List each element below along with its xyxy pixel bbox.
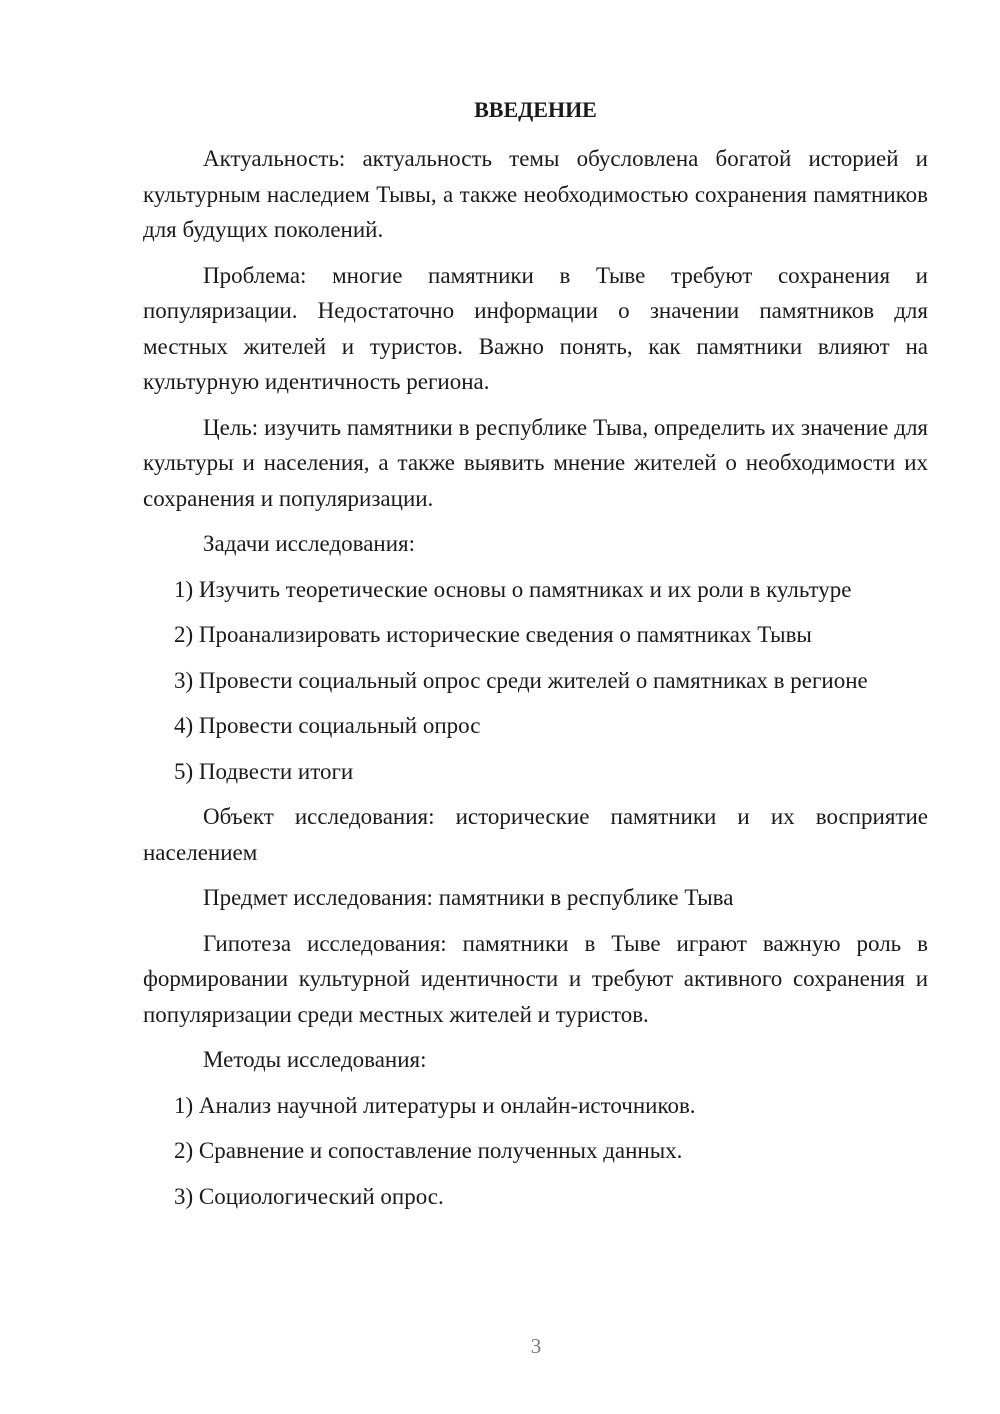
task-item: 3) Провести социальный опрос среди жителей о памятниках в регионе — [174, 667, 868, 693]
method-item: 1) Анализ научной литературы и онлайн-источников. — [174, 1092, 696, 1118]
problem-paragraph: Проблема: многие памятники в Тыве требуют сохранения и популяризации. Недостаточно информации о значении памятников для местных жителей и туристов. Важно понять, как памятники влияют на культурную идентичность региона. — [143, 262, 928, 394]
hypothesis-paragraph: Гипотеза исследования: памятники в Тыве играют важную роль в формировании культурной идентичности и требуют активного сохранения и популяризации среди местных жителей и туристов. — [143, 930, 928, 1027]
task-item: 1) Изучить теоретические основы о памятниках и их роли в культуре — [174, 576, 852, 602]
tasks-heading: Задачи исследования: — [203, 531, 416, 556]
document-title: ВВЕДЕНИЕ — [474, 97, 597, 122]
subject-paragraph: Предмет исследования: памятники в республике Тыва — [203, 885, 734, 910]
method-item: 3) Социологический опрос. — [174, 1183, 444, 1209]
task-item: 2) Проанализировать исторические сведения о памятниках Тывы — [174, 622, 812, 647]
relevance-paragraph: Актуальность: актуальность темы обусловлена богатой историей и культурным наследием Тывы, а также необходимостью сохранения памятников для будущих поколений. — [143, 146, 928, 242]
goal-paragraph: Цель: изучить памятники в республике Тыва, определить их значение для культуры и населения, а также выявить мнение жителей о необходимости их сохранения и популяризации. — [143, 414, 928, 511]
method-item: 2) Сравнение и сопоставление полученных данных. — [174, 1138, 683, 1163]
task-item: 4) Провести социальный опрос — [174, 713, 481, 738]
tasks-list — [143, 572, 928, 790]
methods-list — [143, 1088, 928, 1215]
document-page — [143, 92, 928, 1224]
task-item: 5) Подвести итоги — [174, 758, 354, 784]
page-number: 3 — [530, 1334, 542, 1358]
object-paragraph: Объект исследования: исторические памятники и их восприятие населением — [143, 804, 928, 865]
methods-heading: Методы исследования: — [203, 1047, 427, 1072]
